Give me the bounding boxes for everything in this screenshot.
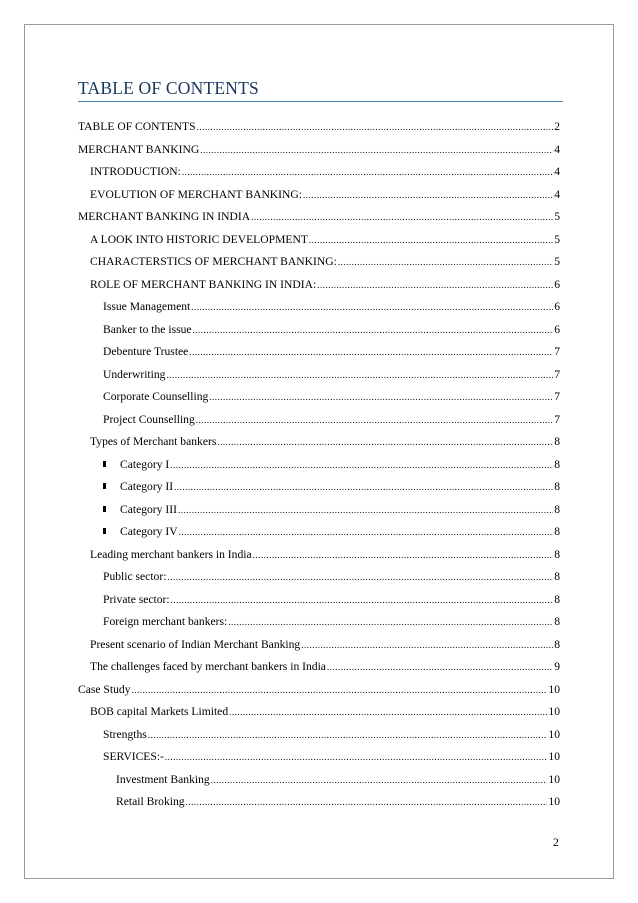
toc-entry-label: Types of Merchant bankers	[90, 435, 217, 448]
toc-entry[interactable]	[78, 656, 560, 679]
toc-entry[interactable]	[78, 274, 560, 297]
dot-leader	[228, 611, 553, 634]
dot-leader	[251, 206, 553, 229]
page-number: 2	[553, 836, 559, 849]
toc-entry-page-number: 8	[554, 502, 560, 516]
dot-leader	[167, 566, 553, 589]
dot-leader	[166, 364, 553, 387]
dot-leader	[309, 229, 553, 252]
toc-entry-page-number: 10	[548, 772, 560, 786]
dot-leader	[132, 679, 548, 702]
toc-entry-page-number: 7	[554, 390, 560, 403]
dot-leader	[197, 116, 554, 139]
toc-entry-label: Category III	[119, 502, 177, 516]
toc-entry[interactable]	[78, 409, 560, 432]
toc-entry-page-number: 8	[554, 570, 560, 583]
toc-entry-label: Project Counselling	[103, 412, 195, 426]
toc-entry[interactable]	[78, 229, 560, 252]
dot-leader	[165, 746, 547, 769]
toc-entry[interactable]	[78, 566, 560, 589]
toc-entry-label: Present scenario of Indian Merchant Banking	[90, 637, 301, 651]
toc-entry[interactable]	[78, 341, 560, 364]
dot-leader	[148, 724, 548, 747]
toc-entry-page-number: 8	[554, 547, 560, 561]
toc-entry[interactable]	[78, 139, 560, 162]
dot-leader	[186, 791, 548, 814]
toc-entry-page-number: 7	[554, 345, 560, 358]
toc-entry-label: Leading merchant bankers in India	[90, 547, 252, 561]
dot-leader	[182, 161, 553, 184]
toc-entry-label: CHARACTERSTICS OF MERCHANT BANKING:	[90, 255, 337, 268]
bullet-square-icon	[103, 506, 106, 512]
bullet-square-icon	[103, 461, 106, 467]
toc-entry-page-number: 10	[548, 705, 560, 718]
bullet-square-icon	[103, 528, 106, 534]
toc-entry-page-number: 8	[554, 592, 560, 606]
toc-entry-label: The challenges faced by merchant bankers in India	[90, 660, 326, 673]
toc-entry[interactable]	[78, 769, 560, 792]
toc-entry-page-number: 8	[554, 525, 560, 538]
toc-entry[interactable]	[78, 724, 560, 747]
dot-leader	[217, 431, 553, 454]
toc-entry-label: Strengths	[103, 727, 147, 741]
toc-entry-label: Investment Banking	[116, 772, 210, 786]
toc-entry-label: INTRODUCTION:	[90, 165, 181, 178]
toc-entry[interactable]	[78, 679, 560, 702]
toc-entry-page-number: 8	[554, 637, 560, 651]
toc-entry-page-number: 4	[554, 187, 560, 201]
toc-entry-page-number: 4	[554, 142, 560, 156]
dot-leader	[193, 319, 554, 342]
toc-entry-label: SERVICES:-	[103, 750, 164, 763]
dot-leader	[303, 184, 553, 207]
toc-entry-page-number: 10	[548, 682, 560, 696]
toc-entry[interactable]	[78, 544, 560, 567]
toc-entry-page-number: 10	[548, 750, 560, 763]
toc-entry-page-number: 8	[554, 457, 560, 471]
dot-leader	[178, 499, 553, 522]
toc-entry-page-number: 8	[554, 480, 560, 493]
toc-entry[interactable]	[78, 116, 560, 139]
dot-leader	[209, 386, 553, 409]
dot-leader	[229, 701, 547, 724]
toc-entry-label: Issue Management	[103, 300, 191, 313]
toc-entry[interactable]	[78, 184, 560, 207]
toc-entry[interactable]	[78, 161, 560, 184]
dot-leader	[179, 521, 554, 544]
toc-entry-page-number: 10	[548, 795, 560, 808]
dot-leader	[301, 634, 553, 657]
toc-entry-page-number: 10	[548, 727, 560, 741]
toc-entry-page-number: 6	[554, 300, 560, 313]
toc-entry-label: MERCHANT BANKING IN INDIA	[78, 210, 251, 223]
toc-entry[interactable]	[78, 521, 560, 544]
toc-entry[interactable]	[78, 386, 560, 409]
toc-heading: TABLE OF CONTENTS	[78, 78, 259, 98]
dot-leader	[317, 274, 553, 297]
toc-entry-label: A LOOK INTO HISTORIC DEVELOPMENT	[90, 232, 308, 246]
toc-entry-page-number: 6	[554, 277, 560, 291]
toc-entry-label: Banker to the issue	[103, 322, 192, 336]
toc-entry-label: Public sector:	[103, 570, 167, 583]
toc-entry[interactable]	[78, 701, 560, 724]
toc-entry-label: ROLE OF MERCHANT BANKING IN INDIA:	[90, 277, 317, 291]
dot-leader	[200, 139, 553, 162]
table-of-contents	[78, 116, 560, 814]
dot-leader	[191, 296, 553, 319]
toc-entry[interactable]	[78, 746, 560, 769]
toc-entry-page-number: 9	[554, 660, 560, 673]
toc-entry[interactable]	[78, 634, 560, 657]
toc-entry-page-number: 7	[554, 412, 560, 426]
toc-entry-label: Category II	[120, 480, 174, 493]
bullet-square-icon	[103, 483, 106, 489]
toc-entry[interactable]	[78, 476, 560, 499]
toc-entry-page-number: 5	[554, 255, 560, 268]
toc-entry-label: Private sector:	[103, 592, 170, 606]
dot-leader	[338, 251, 553, 274]
toc-entry-label: TABLE OF CONTENTS	[78, 120, 196, 133]
toc-entry-page-number: 8	[554, 435, 560, 448]
toc-entry-label: Corporate Counselling	[103, 390, 209, 403]
toc-entry[interactable]	[78, 454, 560, 477]
toc-entry-label: Underwriting	[103, 367, 166, 381]
toc-entry-label: Case Study	[78, 682, 131, 696]
toc-entry[interactable]	[78, 499, 560, 522]
toc-entry[interactable]	[78, 431, 560, 454]
toc-entry-page-number: 2	[554, 120, 560, 133]
toc-entry[interactable]	[78, 611, 560, 634]
toc-entry[interactable]	[78, 364, 560, 387]
toc-entry[interactable]	[78, 296, 560, 319]
toc-entry-label: Debenture Trustee	[103, 345, 189, 358]
dot-leader	[171, 589, 554, 612]
toc-entry[interactable]	[78, 589, 560, 612]
toc-entry-label: Category I	[120, 457, 170, 471]
toc-entry-page-number: 4	[554, 165, 560, 178]
toc-entry-page-number: 8	[554, 615, 560, 628]
toc-entry-label: Foreign merchant bankers:	[103, 615, 228, 628]
toc-entry-page-number: 7	[554, 367, 560, 381]
toc-entry[interactable]	[78, 791, 560, 814]
dot-leader	[253, 544, 554, 567]
dot-leader	[196, 409, 553, 432]
toc-entry-label: MERCHANT BANKING	[78, 142, 200, 156]
toc-entry-label: Retail Broking	[116, 795, 185, 808]
toc-entry-label: BOB capital Markets Limited	[90, 705, 229, 718]
dot-leader	[189, 341, 553, 364]
toc-entry-label: Category IV	[119, 525, 178, 538]
heading-underline	[78, 101, 563, 102]
dot-leader	[170, 454, 553, 477]
toc-entry-page-number: 5	[554, 232, 560, 246]
toc-entry[interactable]	[78, 319, 560, 342]
toc-entry[interactable]	[78, 206, 560, 229]
dot-leader	[327, 656, 553, 679]
toc-entry-label: EVOLUTION OF MERCHANT BANKING:	[90, 187, 303, 201]
dot-leader	[174, 476, 553, 499]
toc-entry[interactable]	[78, 251, 560, 274]
dot-leader	[211, 769, 548, 792]
toc-entry-page-number: 5	[554, 210, 560, 223]
toc-entry-page-number: 6	[554, 322, 560, 336]
